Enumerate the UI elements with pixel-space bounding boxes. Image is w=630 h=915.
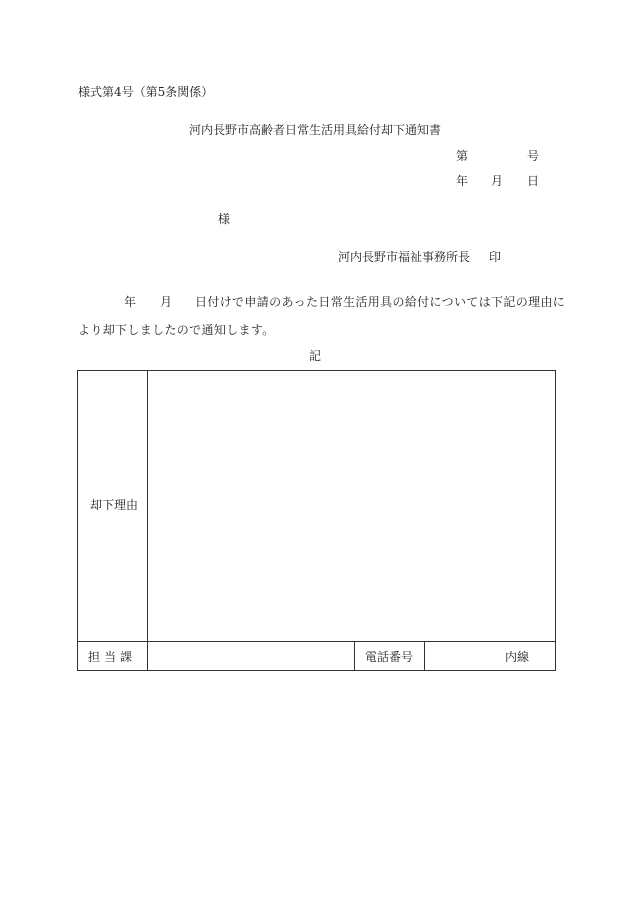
- table-divider-phone: [354, 641, 355, 671]
- table-divider-bottom: [77, 641, 556, 642]
- recipient-suffix: 様: [218, 212, 231, 226]
- table-divider-left: [147, 370, 148, 671]
- form-id: 様式第4号（第5条関係）: [78, 85, 214, 99]
- seal-mark: 印: [489, 250, 502, 264]
- body-line-1: 日付けで申請のあった日常生活用具の給付については下記の理由に: [195, 295, 566, 309]
- document-title: 河内長野市高齢者日常生活用具給付却下通知書: [188, 123, 441, 137]
- body-line-2: より却下しましたので通知します。: [78, 323, 275, 337]
- date-year: 年: [456, 174, 469, 188]
- body-month: 月: [160, 295, 173, 309]
- reason-label: 却下理由: [90, 498, 139, 512]
- dept-label: 担当課: [88, 650, 137, 664]
- date-day: 日: [527, 174, 540, 188]
- sender-name: 河内長野市福祉事務所長: [338, 250, 471, 264]
- date-month: 月: [491, 174, 504, 188]
- body-year: 年: [124, 295, 137, 309]
- phone-label: 電話番号: [365, 650, 414, 664]
- reason-table: [77, 370, 556, 671]
- number-suffix: 号: [527, 149, 540, 163]
- extension-label: 内線: [505, 650, 530, 664]
- number-prefix: 第: [456, 149, 469, 163]
- ki-heading: 記: [308, 349, 321, 363]
- table-divider-ext: [424, 641, 425, 671]
